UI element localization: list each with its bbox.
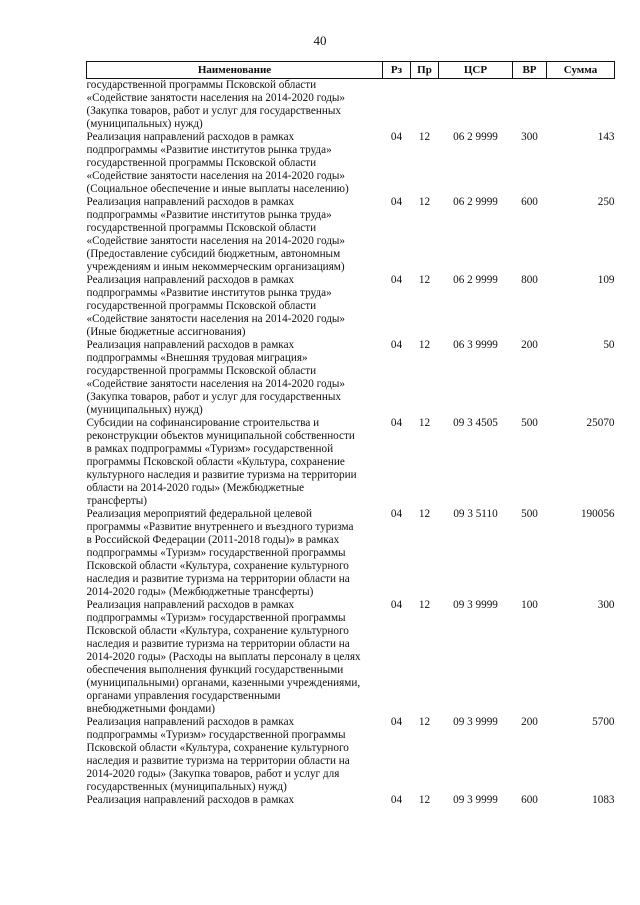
row-name-line: Псковской области «Культура, сохранение культурного [86, 560, 349, 572]
row-name-line: Реализация направлений расходов в рамках [86, 274, 295, 286]
row-vr: 600 [521, 794, 538, 806]
row-name-line: «Содействие занятости населения на 2014-2020 годы» [86, 92, 346, 104]
row-name-line: внебюджетными фондами) [86, 703, 215, 715]
row-vr: 100 [521, 599, 538, 611]
row-name-line: государственной программы Псковской области [86, 365, 317, 377]
row-sum: 50 [603, 339, 615, 351]
table-row [87, 794, 615, 807]
row-name-line: «Содействие занятости населения на 2014-2020 годы» [86, 170, 346, 182]
row-name-line: в Российской Федерации (2011-2018 годы)» в рамках [86, 534, 340, 546]
header-rz: Рз [383, 62, 411, 79]
header-name: Наименование [87, 62, 383, 79]
row-name-line: Реализация направлений расходов в рамках [86, 716, 295, 728]
table-row [87, 339, 615, 417]
row-name-line: Реализация направлений расходов в рамках [86, 131, 295, 143]
row-name-line: государственных (муниципальных) нужд) [86, 781, 287, 793]
header-pr: Пр [411, 62, 439, 79]
row-name-line: Реализация мероприятий федеральной целевой [86, 508, 312, 520]
row-rz: 04 [390, 508, 403, 520]
row-name-line: «Содействие занятости населения на 2014-2020 годы» [86, 313, 346, 325]
row-name-line: 2014-2020 годы» (Расходы на выплаты персоналу в целях [86, 651, 361, 663]
row-name-line: подпрограммы «Развитие институтов рынка труда» [86, 144, 332, 156]
row-name-line: (Закупка товаров, работ и услуг для государственных [86, 391, 341, 403]
row-sum: 109 [597, 274, 615, 286]
row-csr: 09 3 9999 [453, 716, 498, 728]
row-name-line: Реализация направлений расходов в рамках [86, 599, 295, 611]
row-pr: 12 [418, 599, 431, 611]
table-row [87, 716, 615, 794]
row-rz: 04 [390, 716, 403, 728]
row-name-line: органами управления государственными [86, 690, 281, 702]
row-csr: 09 3 4505 [453, 417, 498, 429]
row-rz: 04 [390, 599, 403, 611]
row-name-line: культурного наследия и развитие туризма на территории [86, 469, 357, 481]
row-name-line: Реализация направлений расходов в рамках [86, 196, 295, 208]
row-name-line: (Предоставление субсидий бюджетным, автономным [86, 248, 341, 260]
row-name [87, 79, 383, 132]
row-pr: 12 [418, 716, 431, 728]
row-pr: 12 [418, 131, 431, 143]
row-rz: 04 [390, 417, 403, 429]
row-sum: 25070 [586, 417, 615, 429]
budget-table [86, 61, 615, 807]
row-rz [383, 79, 411, 132]
row-name-line: области на 2014-2020 годы» (Межбюджетные [86, 482, 305, 494]
row-name-line: наследия и развитие туризма на территории области на [86, 755, 350, 767]
row-vr: 600 [521, 196, 538, 208]
table-row [87, 417, 615, 508]
row-name-line: в рамках подпрограммы «Туризм» государственной [86, 443, 334, 455]
header-csr: ЦСР [439, 62, 513, 79]
row-rz: 04 [390, 274, 403, 286]
table-row [87, 131, 615, 196]
row-name-line: 2014-2020 годы» (Закупка товаров, работ и услуг для [86, 768, 340, 780]
row-name-line: учреждениям и иным некоммерческим организациям) [86, 261, 345, 273]
row-name-line: государственной программы Псковской области [86, 222, 317, 234]
row-csr: 06 2 9999 [453, 274, 498, 286]
row-name-line: подпрограммы «Туризм» государственной программы [86, 729, 346, 741]
row-sum: 300 [597, 599, 615, 611]
row-csr [439, 79, 513, 132]
row-name-line: наследия и развитие туризма на территории области на [86, 638, 350, 650]
row-sum: 190056 [580, 508, 615, 520]
row-name-line: «Содействие занятости населения на 2014-2020 годы» [86, 378, 346, 390]
row-name-line: подпрограммы «Туризм» государственной программы [86, 612, 346, 624]
row-csr: 06 2 9999 [453, 196, 498, 208]
row-name-line: реконструкции объектов муниципальной собственности [86, 430, 355, 442]
row-name-line: (муниципальными) органами, казенными учреждениями, [86, 677, 361, 689]
row-pr [411, 79, 439, 132]
row-name-line: обеспечения выполнения функций государственными [86, 664, 344, 676]
row-rz: 04 [390, 131, 403, 143]
row-name-line: Псковской области «Культура, сохранение культурного [86, 625, 349, 637]
table-row [87, 599, 615, 716]
row-csr: 09 3 9999 [453, 794, 498, 806]
row-vr [513, 79, 547, 132]
row-sum: 5700 [592, 716, 615, 728]
table-row [87, 196, 615, 274]
row-pr: 12 [418, 794, 431, 806]
row-name-line: государственной программы Псковской области [86, 157, 317, 169]
row-vr: 200 [521, 339, 538, 351]
row-name-line: (Иные бюджетные ассигнования) [86, 326, 246, 338]
row-name-line: Псковской области «Культура, сохранение культурного [86, 742, 349, 754]
table-row [87, 274, 615, 339]
row-name-line: трансферты) [86, 495, 147, 507]
row-vr: 200 [521, 716, 538, 728]
row-name [87, 196, 383, 274]
table-body [87, 79, 615, 808]
row-vr: 500 [521, 417, 538, 429]
table-header-row [87, 62, 615, 79]
row-vr: 800 [521, 274, 538, 286]
row-pr: 12 [418, 339, 431, 351]
row-name [87, 339, 383, 417]
row-name-line: 2014-2020 годы» (Межбюджетные трансферты) [86, 586, 314, 598]
table-row [87, 508, 615, 599]
row-name-line: Субсидии на софинансирование строительства и [86, 417, 320, 429]
row-name [87, 599, 383, 716]
row-name-line: государственной программы Псковской области [86, 79, 317, 91]
row-name-line: (Закупка товаров, работ и услуг для государственных [86, 105, 341, 117]
row-rz: 04 [390, 794, 403, 806]
row-name [87, 417, 383, 508]
row-name-line: (муниципальных) нужд) [86, 118, 203, 130]
row-name-line: наследия и развитие туризма на территории области на [86, 573, 350, 585]
row-sum: 250 [597, 196, 615, 208]
row-pr: 12 [418, 196, 431, 208]
row-csr: 09 3 5110 [453, 508, 498, 520]
row-name-line: «Содействие занятости населения на 2014-2020 годы» [86, 235, 346, 247]
row-sum: 143 [597, 131, 615, 143]
header-sum: Сумма [547, 62, 615, 79]
row-name-line: программы «Развитие внутреннего и въездного туризма [86, 521, 354, 533]
row-name-line: (Социальное обеспечение и иные выплаты населению) [86, 183, 349, 195]
row-vr: 500 [521, 508, 538, 520]
row-name-line: Реализация направлений расходов в рамках [86, 339, 295, 351]
row-rz: 04 [390, 196, 403, 208]
row-pr: 12 [418, 508, 431, 520]
row-name-line: государственной программы Псковской области [86, 300, 317, 312]
row-sum [547, 79, 615, 132]
row-name-line: (муниципальных) нужд) [86, 404, 203, 416]
row-pr: 12 [418, 274, 431, 286]
row-name-line: программы Псковской области «Культура, сохранение [86, 456, 345, 468]
row-name-line: подпрограммы «Развитие институтов рынка труда» [86, 287, 332, 299]
page-number: 40 [313, 33, 327, 48]
row-name [87, 131, 383, 196]
table-row [87, 79, 615, 132]
row-csr: 06 3 9999 [453, 339, 498, 351]
row-name [87, 274, 383, 339]
row-csr: 09 3 9999 [453, 599, 498, 611]
row-name-line: Реализация направлений расходов в рамках [86, 794, 295, 806]
row-name [87, 716, 383, 794]
row-sum: 1083 [592, 794, 615, 806]
row-pr: 12 [418, 417, 431, 429]
row-vr: 300 [521, 131, 538, 143]
header-vr: ВР [513, 62, 547, 79]
row-name-line: подпрограммы «Внешняя трудовая миграция» [86, 352, 308, 364]
row-csr: 06 2 9999 [453, 131, 498, 143]
row-name [87, 794, 383, 807]
row-name-line: подпрограммы «Развитие институтов рынка труда» [86, 209, 332, 221]
row-name-line: подпрограммы «Туризм» государственной программы [86, 547, 346, 559]
row-rz: 04 [390, 339, 403, 351]
row-name [87, 508, 383, 599]
